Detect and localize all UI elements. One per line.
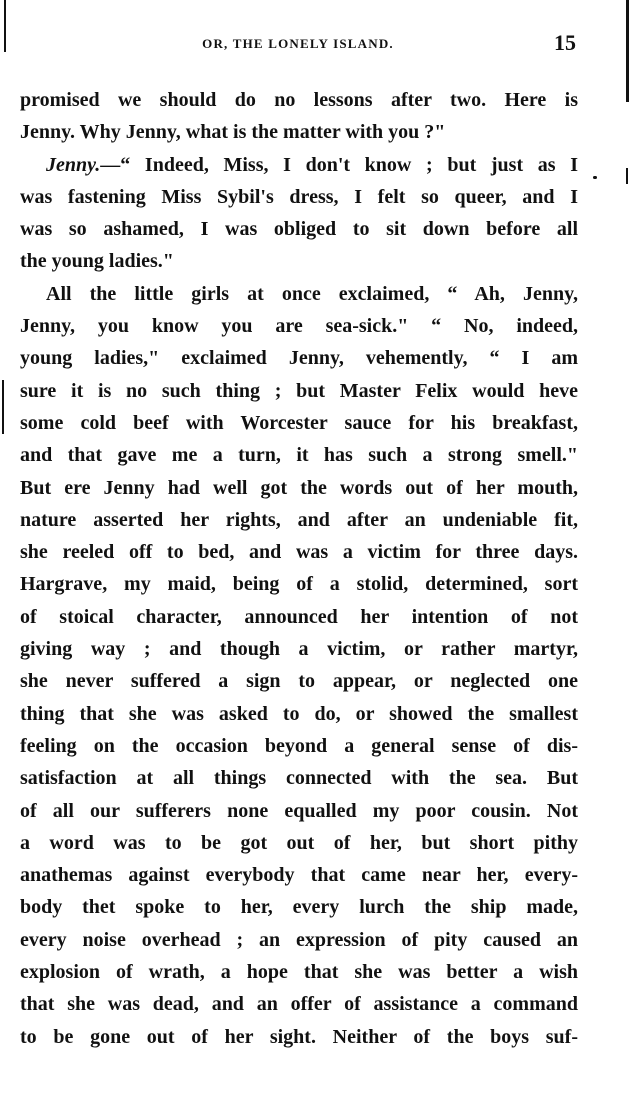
text-line: to be gone out of her sight. Neither of the boys suf- [20, 1025, 578, 1048]
text-line: she reeled off to bed, and was a victim for three days. [20, 541, 578, 564]
text-line: anathemas against everybody that came near her, every- [20, 864, 578, 887]
text-line: a word was to be got out of her, but short pithy [20, 831, 578, 854]
body-text [20, 84, 578, 1053]
text-line: that she was dead, and an offer of assistance a command [20, 993, 578, 1016]
text-line: and that gave me a turn, it has such a strong smell." [20, 444, 578, 467]
speaker-label: Jenny. [46, 153, 101, 176]
text-line: body thet spoke to her, every lurch the ship made, [20, 896, 578, 919]
scan-margin-line-left [4, 0, 6, 52]
text-line: promised we should do no lessons after two. Here is [20, 89, 578, 111]
text-line: was so ashamed, I was obliged to sit down before all [20, 218, 578, 241]
text-line: of all our sufferers none equalled my poor cousin. Not [20, 799, 578, 822]
text-line: Jenny. Why Jenny, what is the matter with you ?" [20, 121, 446, 144]
scan-margin-tick-right [626, 168, 628, 184]
text-line: sure it is no such thing ; but Master Felix would heve [20, 379, 578, 402]
text-line: the young ladies." [20, 250, 174, 273]
text-line: All the little girls at once exclaimed, “ Ah, Jenny, [46, 282, 578, 305]
speech-text: —“ Indeed, Miss, I don't know ; but just as I [100, 153, 578, 176]
text-line: Hargrave, my maid, being of a stolid, determined, sort [20, 573, 578, 596]
page-header [20, 30, 576, 62]
text-line: giving way ; and though a victim, or rather martyr, [20, 638, 578, 661]
running-head: OR, THE LONELY ISLAND. [202, 36, 394, 51]
scan-margin-line-left-lower [2, 380, 4, 434]
text-line: every noise overhead ; an expression of pity caused an [20, 928, 578, 951]
text-line: But ere Jenny had well got the words out of her mouth, [20, 476, 578, 499]
text-line: young ladies," exclaimed Jenny, vehemently, “ I am [20, 347, 578, 370]
text-line [20, 149, 578, 181]
text-line: of stoical character, announced her intention of not [20, 605, 578, 628]
text-line: feeling on the occasion beyond a general sense of dis- [20, 734, 578, 757]
scan-margin-line-right [626, 0, 629, 102]
text-line: satisfaction at all things connected with the sea. But [20, 767, 578, 790]
text-line: thing that she was asked to do, or showed the smallest [20, 702, 578, 725]
text-line: was fastening Miss Sybil's dress, I felt so queer, and I [20, 185, 578, 208]
text-line: explosion of wrath, a hope that she was better a wish [20, 961, 578, 984]
text-line: she never suffered a sign to appear, or neglected one [20, 670, 578, 693]
text-line: some cold beef with Worcester sauce for his breakfast, [20, 411, 578, 434]
text-line: Jenny, you know you are sea-sick." “ No, indeed, [20, 315, 578, 338]
scan-speck [593, 176, 597, 179]
text-line: nature asserted her rights, and after an undeniable fit, [20, 508, 578, 531]
page-number: 15 [554, 30, 576, 55]
